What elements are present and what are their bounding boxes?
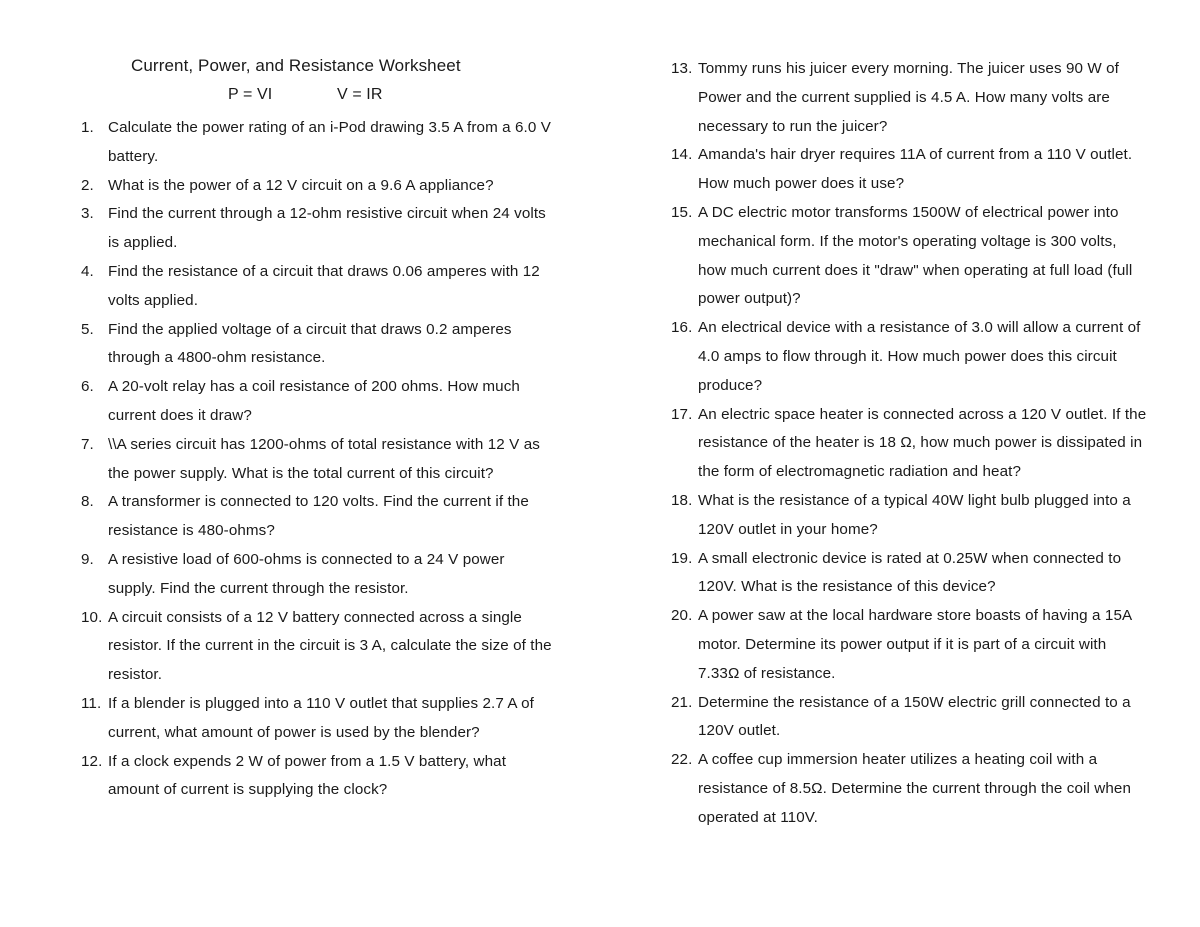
question-number: 4. (81, 262, 94, 280)
question-number: 14. (671, 146, 693, 164)
question-item (81, 488, 556, 546)
question-text: What is the resistance of a typical 40W light bulb plugged into a 120V outlet in your home? (698, 491, 1131, 538)
question-text: A power saw at the local hardware store boasts of having a 15A motor. Determine its power output if it is part of a circuit with 7.33Ω of resistance. (698, 607, 1132, 682)
question-number: 2. (81, 176, 94, 194)
question-item (671, 141, 1147, 199)
question-text: A coffee cup immersion heater utilizes a heating coil with a resistance of 8.5Ω. Determine the current through the coil when operated at 110V. (698, 751, 1132, 826)
question-number: 12. (81, 752, 103, 770)
question-text: Find the current through a 12-ohm resistive circuit when 24 volts is applied. (108, 205, 546, 252)
question-item (81, 431, 556, 489)
question-item (671, 746, 1147, 832)
question-text: An electrical device with a resistance of 3.0 will allow a current of 4.0 amps to flow through it. How much power does this circuit produce? (698, 319, 1141, 394)
question-item (671, 487, 1147, 545)
question-text: Amanda's hair dryer requires 11A of current from a 110 V outlet. How much power does it use? (698, 146, 1133, 193)
question-number: 21. (671, 693, 693, 711)
question-number: 3. (81, 205, 94, 223)
question-number: 19. (671, 549, 693, 567)
question-number: 15. (671, 203, 693, 221)
question-item (81, 373, 556, 431)
question-number: 5. (81, 320, 94, 338)
question-item (81, 546, 556, 604)
question-number: 13. (671, 60, 693, 77)
question-text: A small electronic device is rated at 0.25W when connected to 120V. What is the resistance of this device? (698, 549, 1122, 596)
question-text: An electric space heater is connected across a 120 V outlet. If the resistance of the heater is 18 Ω, how much power is dissipated in the form of electromagnetic radiation and heat? (698, 405, 1147, 481)
question-item (81, 604, 556, 690)
question-number: 10. (81, 608, 103, 626)
question-number: 8. (81, 493, 94, 511)
question-text: What is the power of a 12 V circuit on a 9.6 A appliance? (108, 176, 494, 194)
question-text: \\A series circuit has 1200-ohms of total resistance with 12 V as the power supply. What is the total current of this circuit? (108, 435, 540, 482)
question-number: 1. (81, 119, 94, 136)
question-number: 7. (81, 435, 94, 453)
question-item (671, 199, 1147, 314)
question-number: 6. (81, 378, 94, 396)
question-text: A circuit consists of a 12 V battery connected across a single resistor. If the current in the circuit is 3 A, calculate the size of the resistor. (108, 608, 552, 684)
question-item (81, 258, 556, 316)
question-text: Find the resistance of a circuit that draws 0.06 amperes with 12 volts applied. (108, 262, 540, 309)
question-number: 18. (671, 491, 693, 509)
question-item (81, 114, 556, 172)
question-item (81, 748, 556, 806)
question-number: 22. (671, 751, 693, 769)
question-item (81, 200, 556, 258)
question-text: Tommy runs his juicer every morning. The juicer uses 90 W of Power and the current supplied is 4.5 A. How many volts are necessary to run the juicer? (698, 60, 1119, 135)
question-item (671, 55, 1147, 141)
question-text: If a clock expends 2 W of power from a 1.5 V battery, what amount of current is supplying the clock? (108, 752, 507, 799)
question-list-left (81, 114, 561, 805)
power-formula: P = VI (228, 86, 273, 103)
question-number: 17. (671, 405, 693, 423)
worksheet-title: Current, Power, and Resistance Worksheet (131, 56, 461, 75)
question-item (671, 545, 1147, 603)
question-text: Determine the resistance of a 150W electric grill connected to a 120V outlet. (698, 693, 1131, 740)
question-item (671, 602, 1147, 688)
question-item (671, 689, 1147, 747)
question-item (81, 316, 556, 374)
question-text: A DC electric motor transforms 1500W of electrical power into mechanical form. If the motor's operating voltage is 300 volts, how much current does it "draw" when operating at full load (full power output)? (698, 203, 1133, 308)
question-number: 11. (81, 694, 102, 712)
question-number: 16. (671, 319, 693, 337)
question-text: A 20-volt relay has a coil resistance of 200 ohms. How much current does it draw? (108, 378, 520, 424)
question-text: Find the applied voltage of a circuit that draws 0.2 amperes through a 4800-ohm resistance. (108, 320, 512, 367)
question-number: 20. (671, 607, 693, 625)
question-item (81, 172, 556, 201)
question-number: 9. (81, 550, 94, 568)
question-item (671, 314, 1147, 400)
question-text: Calculate the power rating of an i-Pod drawing 3.5 A from a 6.0 V battery. (108, 119, 551, 165)
question-item (671, 401, 1147, 487)
question-list-right (671, 55, 1151, 833)
ohms-law-formula: V = IR (337, 86, 383, 103)
question-item (81, 690, 556, 748)
question-text: If a blender is plugged into a 110 V outlet that supplies 2.7 A of current, what amount of power is used by the blender? (108, 694, 534, 741)
question-text: A transformer is connected to 120 volts. Find the current if the resistance is 480-ohms? (108, 493, 529, 540)
question-text: A resistive load of 600-ohms is connected to a 24 V power supply. Find the current through the resistor. (108, 550, 505, 597)
